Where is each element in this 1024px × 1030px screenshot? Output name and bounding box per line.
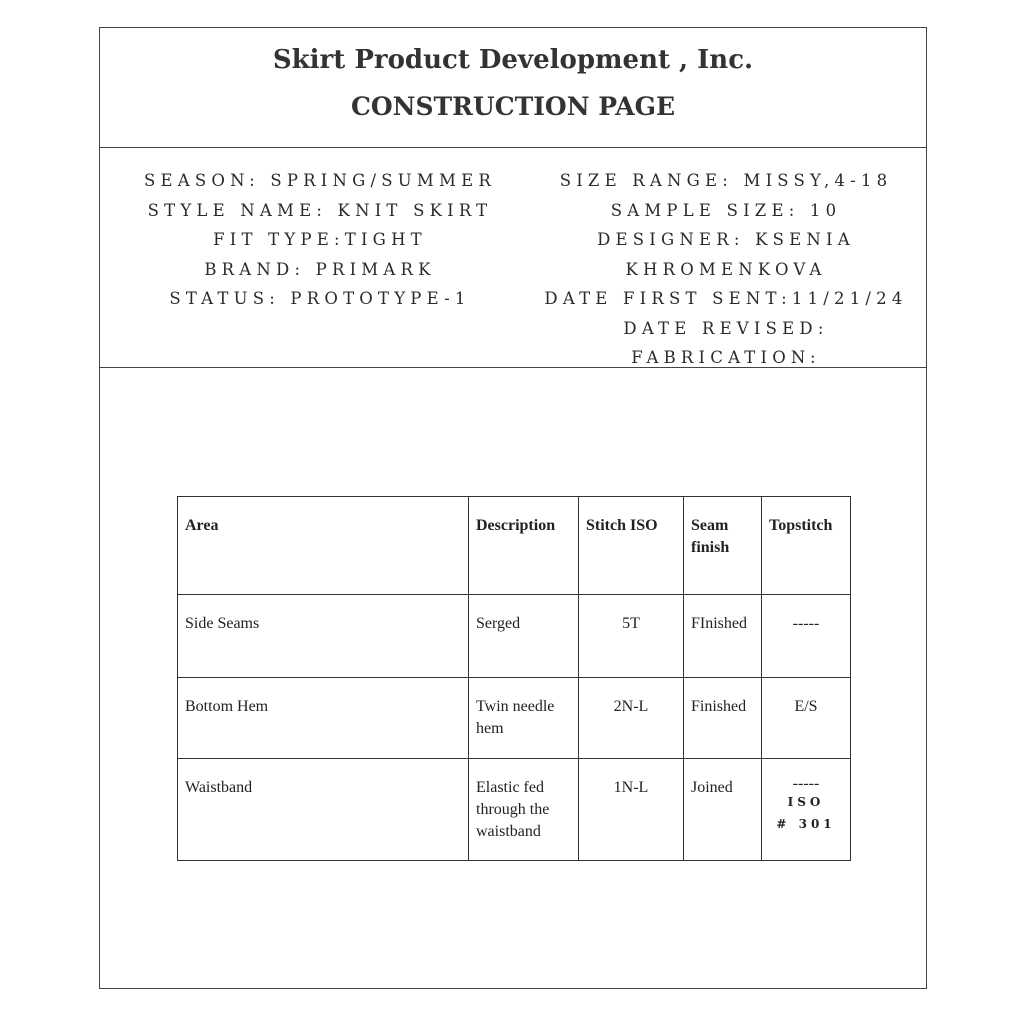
column-header-area: Area	[178, 497, 469, 595]
description-cell: Twin needle hem	[469, 678, 579, 759]
seam-finish-cell: Finished	[684, 678, 762, 759]
date-first-sent-field: DATE FIRST SENT:11/21/24	[544, 289, 908, 308]
area-cell: Bottom Hem	[178, 678, 469, 759]
table-row	[178, 595, 851, 678]
table-row	[178, 678, 851, 759]
column-header-seam-finish: Seam finish	[684, 497, 762, 595]
company-name: Skirt Product Development , Inc.	[272, 45, 754, 75]
spec-info-block	[100, 148, 926, 368]
info-left-column	[100, 166, 540, 314]
fit-type-field: FIT TYPE:TIGHT	[213, 230, 427, 249]
info-right-column	[510, 166, 942, 373]
sheet-header	[100, 28, 926, 148]
date-revised-field: DATE REVISED:	[623, 318, 829, 338]
season-field: SEASON: SPRING/SUMMER	[144, 171, 496, 190]
seam-finish-cell: Joined	[684, 759, 762, 861]
table-row	[178, 759, 851, 861]
fabrication-field: FABRICATION:	[631, 348, 821, 367]
column-header-stitch-iso: Stitch ISO	[579, 497, 684, 595]
construction-table	[177, 496, 851, 861]
designer-name-continued: KHROMENKOVA	[625, 259, 827, 279]
brand-field: BRAND: PRIMARK	[204, 259, 436, 279]
designer-field: DESIGNER: KSENIA	[597, 230, 855, 249]
description-cell: Elastic fed through the waistband	[469, 759, 579, 861]
topstitch-cell: E/S	[762, 678, 851, 759]
iso-note-line-2: # 301	[776, 817, 836, 831]
description-cell: Serged	[469, 595, 579, 678]
column-header-description: Description	[469, 497, 579, 595]
stitch-cell: 2N-L	[579, 678, 684, 759]
table-header-row	[178, 497, 851, 595]
status-field: STATUS: PROTOTYPE-1	[169, 289, 471, 308]
iso-note-line-1: ISO	[787, 795, 825, 809]
stitch-cell: 5T	[579, 595, 684, 678]
size-range-field: SIZE RANGE: MISSY,4-18	[559, 171, 893, 190]
area-cell: Side Seams	[178, 595, 469, 678]
stitch-cell: 1N-L	[579, 759, 684, 861]
sample-size-field: SAMPLE SIZE: 10	[610, 200, 842, 220]
style-name-field: STYLE NAME: KNIT SKIRT	[147, 200, 493, 220]
topstitch-cell	[762, 759, 851, 861]
topstitch-cell: -----	[762, 595, 851, 678]
area-cell: Waistband	[178, 759, 469, 861]
seam-finish-cell: FInished	[684, 595, 762, 678]
column-header-topstitch: Topstitch	[762, 497, 851, 595]
page-title: CONSTRUCTION PAGE	[350, 92, 676, 121]
topstitch-value: -----	[792, 775, 820, 792]
